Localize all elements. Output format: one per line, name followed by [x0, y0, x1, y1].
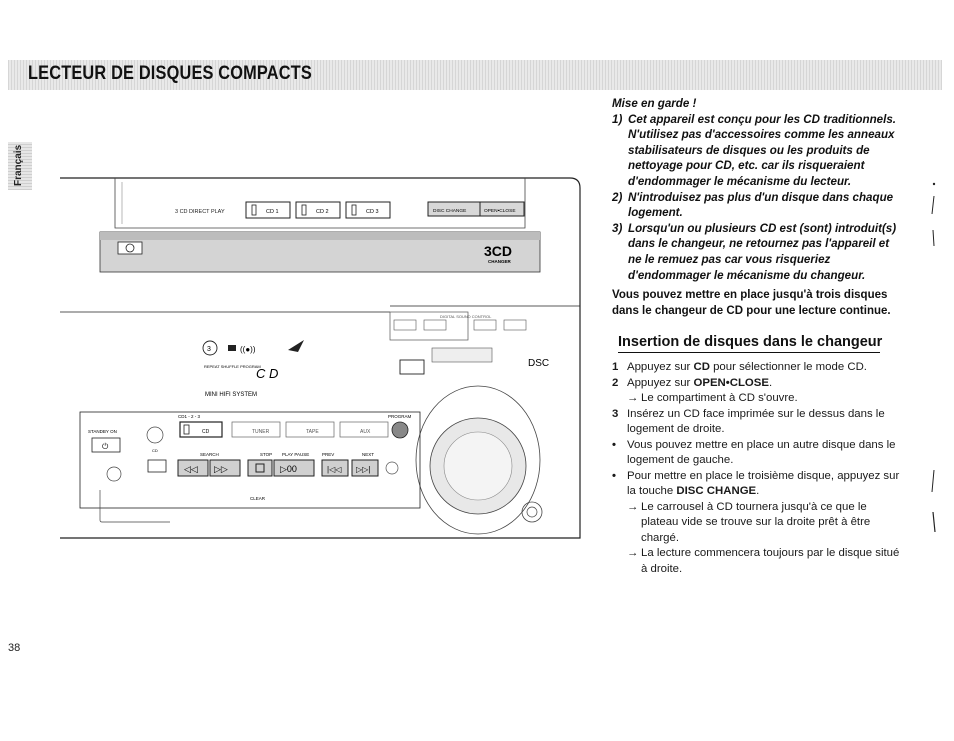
svg-text:TUNER: TUNER: [252, 429, 270, 435]
prev-button[interactable]: [322, 460, 348, 476]
program-label: PROGRAM: [388, 414, 412, 419]
standby-button[interactable]: [88, 429, 120, 452]
warning-heading: Mise en garde !: [612, 97, 697, 110]
search-back-button[interactable]: [178, 460, 208, 476]
svg-text:CD: CD: [152, 448, 158, 453]
compact-disc-logo: [118, 242, 142, 254]
svg-text:STANDBY ON: STANDBY ON: [88, 429, 117, 434]
svg-text:▷▷|: ▷▷|: [356, 465, 371, 474]
search-label: SEARCH: [200, 452, 219, 457]
model-label: MINI HIFI SYSTEM: [205, 392, 258, 398]
cd2-button[interactable]: [296, 202, 340, 218]
bullet-1: • Vous pouvez mettre en place un autre disque dans le logement de gauche.: [612, 438, 896, 466]
step-2-result: → Le compartiment à CD s'ouvre.: [612, 391, 902, 407]
device-illustration: [60, 170, 582, 540]
tape-button[interactable]: [286, 422, 334, 437]
display-readout: C D: [256, 366, 279, 381]
next-button[interactable]: [352, 460, 378, 476]
tuner-button[interactable]: [232, 422, 280, 437]
warning-item: [612, 221, 902, 283]
language-tab-label: Français: [13, 144, 24, 186]
arrow-icon: →: [627, 547, 639, 559]
cd1-button[interactable]: [246, 202, 290, 218]
repeat-label: REPEAT SHUFFLE PROGRAM: [204, 364, 261, 369]
language-tab: [8, 142, 32, 190]
svg-text:TAPE: TAPE: [306, 429, 319, 435]
svg-text:◁◁: ◁◁: [184, 464, 198, 474]
bullet-icon: •: [612, 469, 616, 482]
dsc-label: DSC: [528, 358, 550, 369]
next-label: NEXT: [362, 452, 375, 457]
cd3-button[interactable]: [346, 202, 390, 218]
cd1-label: CD 1: [266, 209, 279, 215]
result-1: → Le carrousel à CD tournera jusqu'à ce que le plateau vide se trouve sur la droite prêt à être chargé.: [627, 500, 871, 544]
prev-label: PREV: [322, 452, 335, 457]
volume-knob[interactable]: [416, 386, 540, 534]
svg-text:⏻: ⏻: [102, 442, 109, 451]
program-button[interactable]: [392, 422, 408, 438]
warning-item: [612, 190, 902, 221]
disc-change-button[interactable]: [428, 202, 480, 216]
bullet-icon: •: [612, 438, 616, 451]
brand-3cd: 3CD: [484, 243, 513, 259]
capacity-note: Vous pouvez mettre en place jusqu'à trois disques dans le changeur de CD pour une lecture continue.: [612, 289, 891, 317]
svg-text:AUX: AUX: [360, 429, 371, 435]
svg-text:3: 3: [207, 346, 211, 353]
step-1: 1 Appuyez sur CD pour sélectionner le mode CD.: [612, 361, 867, 373]
warning-item-number: 2): [612, 190, 623, 204]
aux-button[interactable]: [340, 422, 388, 437]
svg-text:|◁◁: |◁◁: [327, 465, 342, 474]
scan-edge-marks: [926, 180, 942, 540]
svg-text:▷00: ▷00: [280, 464, 297, 474]
cd123-label: CD1 - 2 - 3: [178, 414, 201, 419]
disc-change-label: DISC CHANGE: [433, 209, 467, 214]
display-icons: [203, 340, 304, 355]
step-2: 2 Appuyez sur OPEN•CLOSE.: [612, 376, 773, 389]
cd2-label: CD 2: [316, 209, 329, 215]
arrow-icon: →: [627, 500, 639, 513]
brand-changer: CHANGER: [488, 259, 511, 264]
step-3: 3 Insérez un CD face imprimée sur le dessus dans le logement de droite.: [612, 407, 885, 435]
play-pause-button[interactable]: [274, 460, 314, 476]
instruction-steps: [612, 360, 902, 577]
clear-label: CLEAR: [250, 496, 266, 501]
warning-item: [612, 112, 902, 190]
cd-source-label: CD: [202, 429, 210, 435]
warning-item-number: 1): [612, 112, 623, 126]
cd3-label: CD 3: [366, 209, 379, 215]
warning-block: [612, 96, 902, 283]
bullet-2: • Pour mettre en place le troisième disque, appuyez sur la touche DISC CHANGE.: [612, 469, 900, 497]
cd-source-button[interactable]: [180, 422, 222, 437]
warning-item-text: N'introduisez pas plus d'un disque dans chaque logement.: [628, 190, 894, 220]
search-forward-button[interactable]: [210, 460, 240, 476]
result-2: → La lecture commencera toujours par le disque situé à droite.: [627, 547, 900, 575]
stop-button[interactable]: [248, 460, 272, 476]
open-close-button[interactable]: [480, 202, 524, 216]
section-title: LECTEUR DE DISQUES COMPACTS: [28, 63, 312, 84]
open-close-label: OPEN•CLOSE: [484, 209, 516, 214]
warning-item-number: 3): [612, 221, 623, 235]
svg-text:▷▷: ▷▷: [214, 464, 228, 474]
svg-text:((●)): ((●)): [240, 345, 256, 354]
stop-label: STOP: [260, 452, 273, 457]
section-heading: Insertion de disques dans le changeur: [618, 334, 880, 353]
warning-item-text: Cet appareil est conçu pour les CD traditionnels. N'utilisez pas d'accessoires comme les anneaux stabilisateurs de disques ou les produits de nettoyage pour CD, etc. car ils risqueraient d'endommager le mécanisme du lecteur.: [628, 112, 896, 188]
direct-play-label: 3 CD DIRECT PLAY: [175, 209, 225, 215]
play-pause-label: PLAY PAUSE: [282, 452, 310, 457]
warning-item-text: Lorsqu'un ou plusieurs CD est (sont) introduit(s) dans le changeur, ne retournez pas l'appareil et ne le remuez pas car vous risqueriez d'endommager le mécanisme du changeur.: [628, 221, 897, 282]
svg-text:DIGITAL SOUND CONTROL: DIGITAL SOUND CONTROL: [440, 314, 492, 319]
page-number: 38: [8, 642, 21, 654]
section-header-band: [8, 60, 942, 90]
arrow-icon: →: [627, 392, 639, 404]
